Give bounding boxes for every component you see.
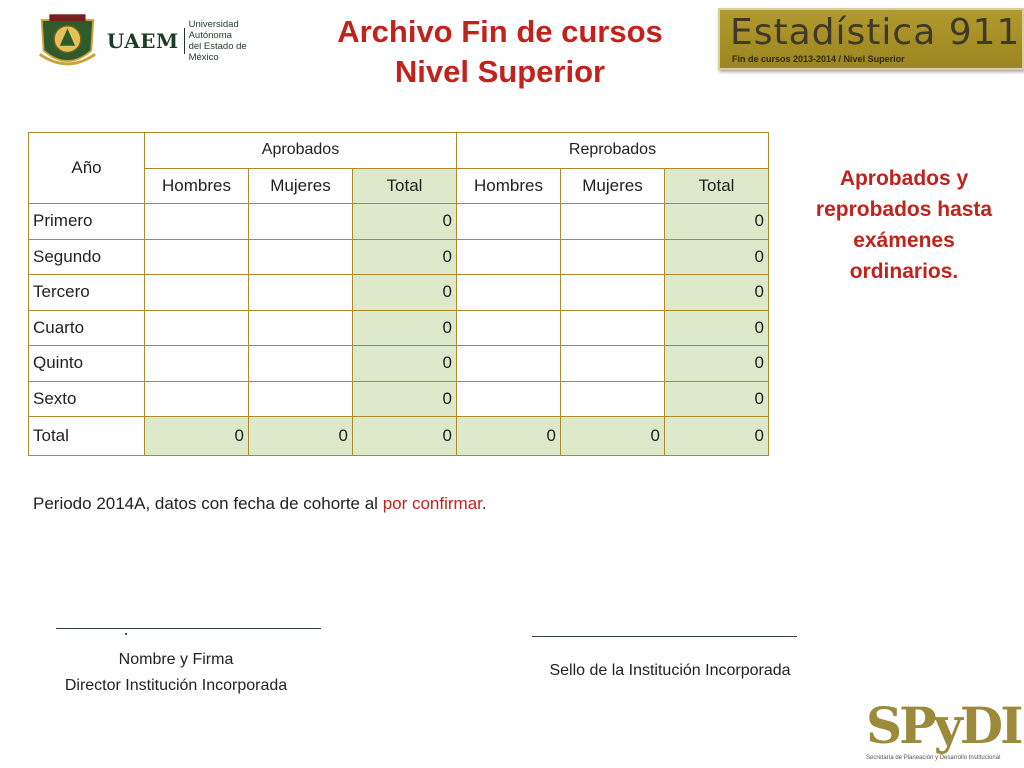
spydi-wordmark: SPyDI [866,696,1021,755]
uaem-seal-icon [36,11,99,71]
cell-aprobados-mujeres[interactable] [249,346,353,382]
cell-aprobados-mujeres[interactable] [249,275,353,311]
estadistica-banner [718,8,1024,70]
cell-reprobados-hombres[interactable] [457,204,561,240]
uaem-fullname-line1: Universidad Autónoma [188,19,239,41]
periodo-note [33,494,487,514]
cell-reprobados-total: 0 [665,204,769,240]
page-title-line1: Archivo Fin de cursos [337,14,663,49]
signature-dot [125,633,127,635]
cell-reprobados-total: 0 [665,239,769,275]
uaem-logo [36,10,276,72]
page-title-line2: Nivel Superior [394,54,606,89]
cell-aprobados-total: 0 [353,346,457,382]
subheader-hombres: Hombres [457,168,561,204]
banner-title: Estadística 911 [730,12,1021,53]
row-label: Primero [29,204,145,240]
periodo-suffix: . [481,494,487,513]
spydi-logo [862,698,1022,766]
table-row [29,204,769,240]
table-row [29,346,769,382]
row-label: Segundo [29,239,145,275]
cell-reprobados-hombres[interactable] [457,275,561,311]
table-row [29,381,769,417]
total-reprobados-total: 0 [665,417,769,456]
cell-reprobados-total: 0 [665,346,769,382]
cell-aprobados-mujeres[interactable] [249,204,353,240]
signature-line-sello [532,636,797,637]
cell-aprobados-mujeres[interactable] [249,310,353,346]
cell-aprobados-mujeres[interactable] [249,381,353,417]
spydi-subtitle: Secretaría de Planeación y Desarrollo Institucional [866,755,1001,761]
cell-aprobados-total: 0 [353,239,457,275]
cell-aprobados-hombres[interactable] [145,381,249,417]
cell-reprobados-hombres[interactable] [457,381,561,417]
subheader-total: Total [353,168,457,204]
cell-aprobados-total: 0 [353,310,457,346]
row-label: Quinto [29,346,145,382]
row-label: Cuarto [29,310,145,346]
total-aprobados-mujeres: 0 [249,417,353,456]
periodo-prefix: Periodo 2014A, datos con fecha de cohorte al [33,494,383,513]
cell-aprobados-total: 0 [353,275,457,311]
results-table [28,132,769,456]
table-row [29,310,769,346]
total-reprobados-hombres: 0 [457,417,561,456]
subheader-hombres: Hombres [145,168,249,204]
signature-director-line1: Nombre y Firma [118,651,234,668]
subheader-mujeres: Mujeres [249,168,353,204]
cell-aprobados-hombres[interactable] [145,204,249,240]
cell-reprobados-mujeres[interactable] [561,239,665,275]
uaem-abbr: UAEM [106,29,179,53]
header-reprobados: Reprobados [457,133,769,169]
signature-director [40,647,312,699]
side-note: Aprobados y reprobados hasta exámenes ordinarios. [815,167,993,283]
subheader-mujeres: Mujeres [561,168,665,204]
table-total-row [29,417,769,456]
total-reprobados-mujeres: 0 [561,417,665,456]
cell-aprobados-total: 0 [353,381,457,417]
cell-reprobados-mujeres[interactable] [561,204,665,240]
uaem-fullname [189,19,276,63]
cell-reprobados-total: 0 [665,275,769,311]
uaem-fullname-line2: del Estado de México [188,41,247,63]
header-year: Año [29,133,145,204]
uaem-wordmark [107,19,276,63]
cell-reprobados-mujeres[interactable] [561,310,665,346]
table-header-row [29,133,769,169]
table-row [29,275,769,311]
total-row-label: Total [29,417,145,456]
cell-aprobados-mujeres[interactable] [249,239,353,275]
cell-aprobados-hombres[interactable] [145,310,249,346]
total-aprobados-hombres: 0 [145,417,249,456]
cell-aprobados-hombres[interactable] [145,346,249,382]
signature-director-line2: Director Institución Incorporada [64,677,288,694]
header-aprobados: Aprobados [145,133,457,169]
cell-reprobados-total: 0 [665,310,769,346]
uaem-divider [184,28,185,54]
cell-reprobados-hombres[interactable] [457,310,561,346]
cell-aprobados-total: 0 [353,204,457,240]
cell-aprobados-hombres[interactable] [145,239,249,275]
cell-reprobados-hombres[interactable] [457,346,561,382]
cell-reprobados-hombres[interactable] [457,239,561,275]
cell-reprobados-mujeres[interactable] [561,381,665,417]
signature-sello: Sello de la Institución Incorporada [549,662,791,679]
row-label: Tercero [29,275,145,311]
signature-line-director [56,628,321,629]
cell-reprobados-mujeres[interactable] [561,275,665,311]
total-aprobados-total: 0 [353,417,457,456]
cell-reprobados-mujeres[interactable] [561,346,665,382]
subheader-total: Total [665,168,769,204]
row-label: Sexto [29,381,145,417]
cell-aprobados-hombres[interactable] [145,275,249,311]
banner-subtitle: Fin de cursos 2013-2014 / Nivel Superior [732,54,905,64]
cell-reprobados-total: 0 [665,381,769,417]
periodo-highlight: por confirmar [382,494,482,513]
table-row [29,239,769,275]
page-title [290,12,710,92]
